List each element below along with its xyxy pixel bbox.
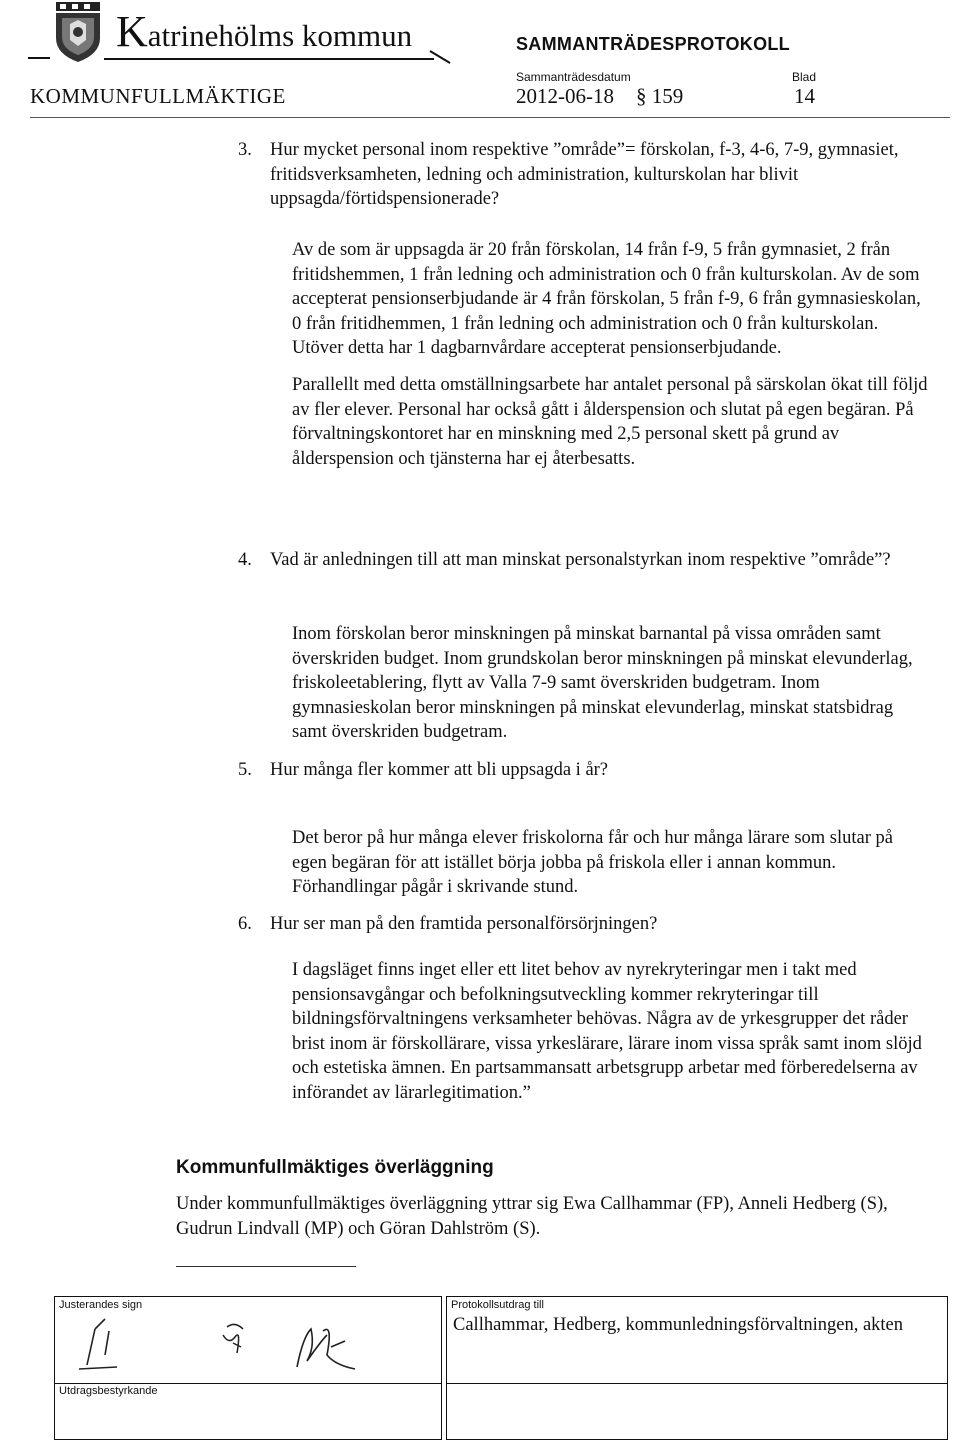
section-heading: Kommunfullmäktiges överläggning	[176, 1157, 494, 1178]
org-underline	[104, 58, 434, 60]
org-name: Katrinehölms kommun	[116, 7, 413, 56]
section-text: Under kommunfullmäktiges överläggning yttrar sig Ewa Callhammar (FP), Anneli Hedberg (S), Gudrun Lindvall (MP) och Göran Dahlström (S).	[176, 1194, 888, 1239]
header-rule	[30, 117, 950, 118]
meeting-date: 2012-06-18	[516, 84, 614, 108]
answer-block	[292, 826, 932, 912]
logo-rule	[28, 57, 50, 59]
signature-divider	[55, 1383, 441, 1384]
question-text: Hur många fler kommer att bli uppsagda i år?	[270, 760, 609, 780]
answer-paragraph: I dagsläget finns inget eller ett litet behov av nyrekryteringar men i takt med pensionsavgångar och befolkningsutveckling kommer rekryteringar till bildningsförvaltningens verksamheter behövas. Några av de yrkesgrupper det råder brist inom är förskollärare, vissa yrkeslärare, lärare inom vissa språk samt inom slöjd och estetiska ämnen. En partsammansatt arbetsgrupp arbetar med förberedelserna av införandet av lärarlegitimation.”	[292, 960, 922, 1103]
signature-box	[54, 1296, 442, 1440]
extract-box	[446, 1296, 948, 1440]
answer-block	[292, 622, 932, 757]
question-text: Vad är anledningen till att man minskat personalstyrkan inom respektive ”område”?	[270, 550, 891, 570]
answer-paragraph: Av de som är uppsagda är 20 från förskolan, 14 från f-9, 5 från gymnasiet, 2 från fritidshemmen, 1 från ledning och administration och 0 från kulturskolan. Av de som accepterat pensionserbjudande är 4 från förskolan, 5 från f-9, 6 från gymnasieskolan, 0 från fritidhemmen, 1 från ledning och administration och 0 från kulturskolan. Utöver detta har 1 dagbarnvårdare accepterat pensionserbjudande.	[292, 240, 921, 359]
handwritten-signatures	[65, 1307, 435, 1377]
answer-paragraph: Inom förskolan beror minskningen på minskat barnantal på vissa områden samt överskriden budget. Inom grundskolan beror minskningen på minskat elevunderlag, friskoleetablering, flytt av Valla 7-9 samt överskriden budgetram. Inom gymnasieskolan beror minskningen på minskat elevunderlag, minskat statsbidrag samt överskriden budgetram.	[292, 624, 913, 743]
answer-block	[292, 238, 932, 483]
page-number: 14	[794, 84, 815, 108]
extract-label: Protokollsutdrag till	[451, 1299, 544, 1311]
document-type: SAMMANTRÄDESPROTOKOLL	[516, 34, 790, 54]
question-text: Hur ser man på den framtida personalförsörjningen?	[270, 914, 658, 934]
extract-recipients: Callhammar, Hedberg, kommunledningsförvaltningen, akten	[453, 1315, 904, 1335]
question-number: 6.	[238, 914, 252, 934]
board-name: KOMMUNFULLMÄKTIGE	[30, 84, 286, 108]
answer-paragraph: Parallellt med detta omställningsarbete har antalet personal på särskolan ökat till följd av fler elever. Personal har också gått i ålderspension och slutat på egen begäran. På förvaltningskontoret har en minskning med 2,5 personal skett på grund av ålderspension och tjänsterna har ej återbesatts.	[292, 374, 928, 469]
section-rule	[176, 1266, 356, 1267]
adjusters-label: Justerandes sign	[59, 1299, 143, 1311]
question-number: 4.	[238, 550, 252, 570]
extract-divider	[447, 1383, 947, 1384]
page-label: Blad	[792, 70, 817, 84]
certifier-label: Utdragsbestyrkande	[59, 1385, 158, 1397]
question-number: 3.	[238, 140, 252, 160]
question-text: Hur mycket personal inom respektive ”område”= förskolan, f-3, 4-6, 7-9, gymnasiet, fritidsverksamheten, ledning och administration, kulturskolan har blivit uppsagda/förtidspensionerade?	[270, 140, 899, 210]
date-label: Sammanträdesdatum	[516, 70, 631, 84]
org-slash-mark	[428, 50, 452, 64]
question-number: 5.	[238, 760, 252, 780]
paragraph-number: § 159	[636, 84, 684, 108]
document-header	[0, 0, 960, 125]
answer-paragraph: Det beror på hur många elever friskolorna får och hur många lärare som slutar på egen begäran för att istället börja jobba på friskola eller i annan kommun. Förhandlingar pågår i skrivande stund.	[292, 828, 893, 898]
municipal-crest-icon	[52, 2, 104, 62]
answer-block	[292, 958, 922, 1118]
